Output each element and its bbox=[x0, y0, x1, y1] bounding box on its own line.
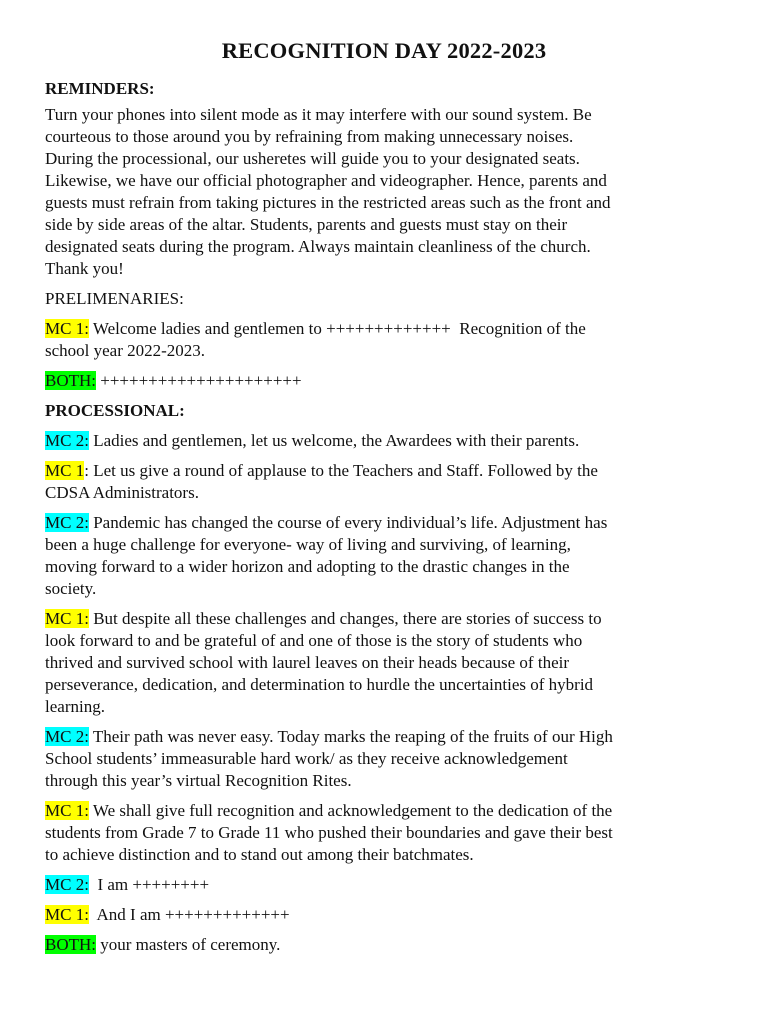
dialogue-paragraph bbox=[45, 726, 723, 792]
dialogue-text: I am ++++++++ bbox=[88, 875, 210, 894]
dialogue-text: We shall give full recognition and acknowledgement to the dedication of the bbox=[88, 801, 613, 820]
dialogue-line: CDSA Administrators. bbox=[45, 483, 199, 502]
dialogue-line bbox=[45, 608, 723, 630]
dialogue-paragraph bbox=[45, 608, 723, 718]
dialogue-text: Pandemic has changed the course of every individual’s life. Adjustment has bbox=[88, 513, 608, 532]
preliminaries-heading: PRELIMENARIES: bbox=[45, 289, 184, 308]
dialogue-line: look forward to and be grateful of and one of those is the story of students who bbox=[45, 631, 583, 650]
dialogue-line bbox=[45, 726, 723, 748]
dialogue-line: been a huge challenge for everyone- way of living and surviving, of learning, bbox=[45, 535, 571, 554]
dialogue-paragraph bbox=[45, 370, 723, 392]
reminders-line: Likewise, we have our official photographer and videographer. Hence, parents and bbox=[45, 171, 607, 190]
speaker-tag: MC 1: bbox=[45, 801, 89, 820]
dialogue-paragraph bbox=[45, 934, 723, 956]
speaker-tag: MC 2: bbox=[45, 875, 89, 894]
document-content bbox=[45, 38, 723, 964]
dialogue-text: Welcome ladies and gentlemen to +++++++++++++ Recognition of the bbox=[88, 319, 586, 338]
dialogue-line bbox=[45, 874, 723, 896]
reminders-line: courteous to those around you by refraining from making unnecessary noises. bbox=[45, 127, 574, 146]
dialogue-line bbox=[45, 904, 723, 926]
speaker-tag: MC 2: bbox=[45, 431, 89, 450]
dialogue-line: perseverance, dedication, and determination to hurdle the uncertainties of hybrid bbox=[45, 675, 594, 694]
reminders-line: designated seats during the program. Always maintain cleanliness of the church. bbox=[45, 237, 591, 256]
reminders-line: guests must refrain from taking pictures in the restricted areas such as the front and bbox=[45, 193, 611, 212]
dialogue-text: your masters of ceremony. bbox=[96, 935, 281, 954]
dialogue-paragraph bbox=[45, 904, 723, 926]
dialogue-paragraph bbox=[45, 318, 723, 362]
speaker-tag: MC 1 bbox=[45, 461, 85, 480]
dialogue-line: school year 2022-2023. bbox=[45, 341, 206, 360]
dialogue-text: : Let us give a round of applause to the Teachers and Staff. Followed by the bbox=[84, 461, 598, 480]
dialogue-line: society. bbox=[45, 579, 97, 598]
speaker-tag: MC 1: bbox=[45, 609, 89, 628]
dialogue-line bbox=[45, 370, 723, 392]
dialogue-text: But despite all these challenges and changes, there are stories of success to bbox=[88, 609, 602, 628]
dialogue-line bbox=[45, 430, 723, 452]
speaker-tag: MC 1: bbox=[45, 319, 89, 338]
dialogue-line: School students’ immeasurable hard work/ as they receive acknowledgement bbox=[45, 749, 568, 768]
dialogue-line: to achieve distinction and to stand out among their batchmates. bbox=[45, 845, 474, 864]
dialogue-line: moving forward to a wider horizon and adopting to the drastic changes in the bbox=[45, 557, 570, 576]
dialogue-line: learning. bbox=[45, 697, 105, 716]
dialogue-line bbox=[45, 318, 723, 340]
dialogue-text: Their path was never easy. Today marks the reaping of the fruits of our High bbox=[88, 727, 613, 746]
dialogue-line: through this year’s virtual Recognition Rites. bbox=[45, 771, 352, 790]
reminders-heading: REMINDERS: bbox=[45, 79, 155, 98]
speaker-tag: BOTH: bbox=[45, 371, 96, 390]
reminders-line: Thank you! bbox=[45, 259, 124, 278]
processional-section bbox=[45, 430, 723, 956]
reminders-text bbox=[45, 104, 723, 280]
dialogue-text: Ladies and gentlemen, let us welcome, the Awardees with their parents. bbox=[88, 431, 580, 450]
dialogue-paragraph bbox=[45, 430, 723, 452]
dialogue-line bbox=[45, 934, 723, 956]
dialogue-line bbox=[45, 800, 723, 822]
processional-heading: PROCESSIONAL: bbox=[45, 401, 185, 420]
dialogue-line bbox=[45, 460, 723, 482]
dialogue-line: thrived and survived school with laurel leaves on their heads because of their bbox=[45, 653, 569, 672]
dialogue-text: +++++++++++++++++++++ bbox=[96, 371, 302, 390]
reminders-line: side by side areas of the altar. Students, parents and guests must stay on their bbox=[45, 215, 568, 234]
dialogue-paragraph bbox=[45, 800, 723, 866]
reminders-line: Turn your phones into silent mode as it may interfere with our sound system. Be bbox=[45, 105, 592, 124]
speaker-tag: MC 2: bbox=[45, 727, 89, 746]
reminders-line: During the processional, our usheretes will guide you to your designated seats. bbox=[45, 149, 580, 168]
dialogue-paragraph bbox=[45, 512, 723, 600]
speaker-tag: BOTH: bbox=[45, 935, 96, 954]
dialogue-text: And I am +++++++++++++ bbox=[88, 905, 290, 924]
dialogue-line: students from Grade 7 to Grade 11 who pushed their boundaries and gave their best bbox=[45, 823, 613, 842]
preliminaries-section bbox=[45, 318, 723, 392]
dialogue-paragraph bbox=[45, 460, 723, 504]
speaker-tag: MC 1: bbox=[45, 905, 89, 924]
dialogue-paragraph bbox=[45, 874, 723, 896]
dialogue-line bbox=[45, 512, 723, 534]
speaker-tag: MC 2: bbox=[45, 513, 89, 532]
document-title: RECOGNITION DAY 2022-2023 bbox=[221, 38, 547, 63]
